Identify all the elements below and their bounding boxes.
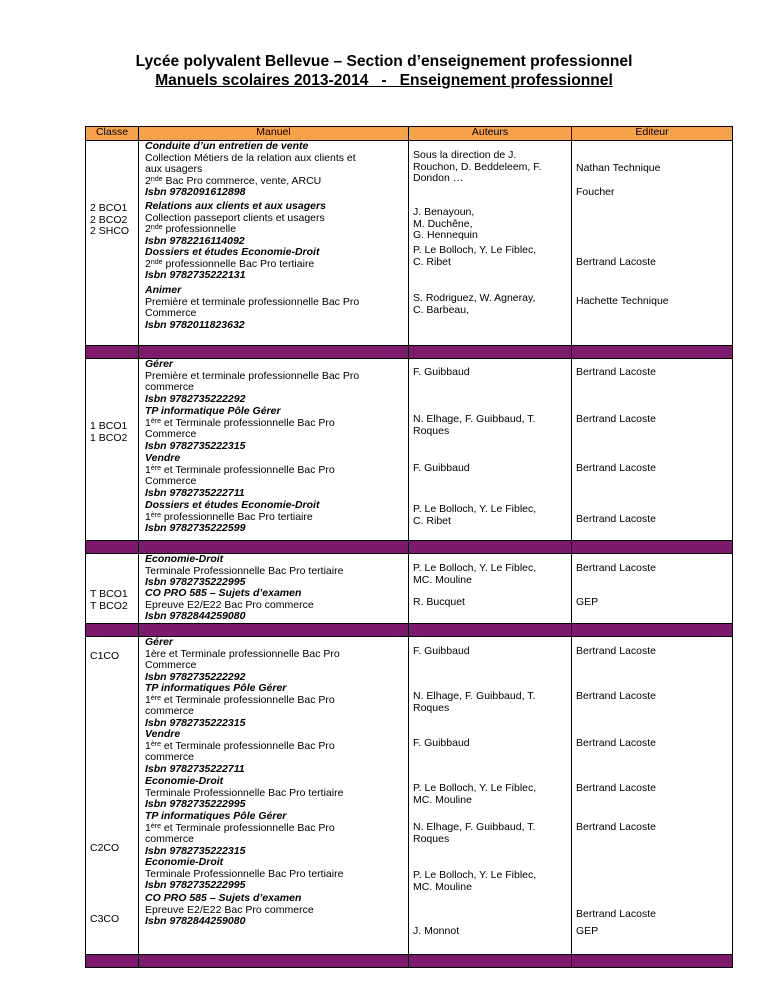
author-line: N. Elhage, F. Guibbaud, T. [413,690,536,702]
level-number: 1 [145,739,151,752]
manuel-cell [139,141,409,346]
book-publisher: Bertrand Lacoste [576,513,656,525]
class-name: 1 BCO1 [90,420,128,432]
level-text: professionnelle Bac Pro tertiaire [160,510,313,523]
book-isbn: Isbn 9782735222995 [145,798,246,811]
author-line: N. Elhage, F. Guibbaud, T. [413,821,536,833]
level-number: 2 [145,223,151,236]
book-isbn: Isbn 9782091612898 [145,186,246,199]
book-isbn: Isbn 9782735222292 [145,392,246,405]
author-line: MC. Mouline [413,793,472,806]
book-description: Epreuve E2/E22 Bac Pro commerce [145,903,314,916]
table-header-row [86,127,733,141]
book-description: aux usagers [145,163,203,176]
author-line: C. Ribet [413,514,451,527]
book-description: Première et terminale professionnelle Bac Pro [145,369,360,382]
book-isbn: Isbn 9782735222995 [145,576,246,589]
author-line: J. Benayoun, [413,206,475,218]
editeur-cell [572,141,733,346]
level-number: 1 [145,416,151,429]
book-isbn: Isbn 9782735222315 [145,844,246,857]
book-entry [145,811,404,857]
separator-cell [139,955,409,968]
author-line: P. Le Bolloch, Y. Le Fiblec, [413,503,537,515]
book-entry [145,359,404,405]
level-suffix: ère [150,694,161,702]
author-line: F. Guibbaud [413,737,470,749]
class-name: 2 SHCO [90,225,130,238]
separator-cell [139,624,409,637]
level-suffix: ère [150,511,161,519]
author-line: F. Guibbaud [413,645,470,657]
book-entry [145,729,404,775]
level-text: professionnelle Bac Pro tertiaire [162,257,315,270]
book-description: Commerce [145,428,197,441]
book-title: TP informatique Pôle Gérer [145,405,281,417]
book-title: Economie-Droit [145,856,224,868]
book-title: Conduite d’un entretien de vente [145,140,309,152]
level-text: professionnelle [162,223,237,236]
classe-cell [86,554,139,624]
author-line: C. Ribet [413,255,451,268]
book-title: Vendre [145,452,181,464]
author-line: P. Le Bolloch, Y. Le Fiblec, [413,782,537,794]
book-title: Gérer [145,636,174,648]
book-publisher: Bertrand Lacoste [576,413,656,425]
book-title: CO PRO 585 – Sujets d’examen [145,892,302,904]
book-publisher: Bertrand Lacoste [576,645,656,657]
author-line: G. Hennequin [413,229,478,242]
book-authors [413,463,567,475]
book-title: Dossiers et études Economie-Droit [145,499,320,511]
level-suffix: nde [150,258,163,266]
book-title: CO PRO 585 – Sujets d’examen [145,587,302,599]
separator-cell [572,541,733,554]
book-description: Collection Métiers de la relation aux clients et [145,151,356,164]
class-list [90,421,127,444]
book-description: commerce [145,705,195,718]
level-text: et Terminale professionnelle Bac Pro [160,463,335,476]
book-entry [145,247,404,282]
book-title: Animer [145,284,182,296]
book-publisher: Nathan Technique [576,162,661,174]
book-isbn: Isbn 9782735222315 [145,439,246,452]
book-entry [145,201,404,247]
book-description: commerce [145,751,195,764]
class-name: C1CO [90,650,120,662]
book-authors [413,597,567,609]
book-isbn: Isbn 9782735222711 [145,486,245,499]
book-isbn: Isbn 9782735222995 [145,879,246,892]
separator-cell [572,624,733,637]
auteurs-cell [409,141,572,346]
book-authors [413,367,567,379]
column-header-manuel: Manuel [139,127,409,141]
author-line: S. Rodriguez, W. Agneray, [413,292,536,304]
column-header-editeur: Editeur [572,127,733,141]
class-list [90,203,129,238]
level-text: et Terminale professionnelle Bac Pro [160,821,335,834]
class-name: T BCO1 [90,588,128,600]
book-entry [145,857,404,892]
level-number: 1 [145,510,151,523]
book-description: Première et terminale professionnelle Bac Pro [145,295,360,308]
class-name: T BCO2 [90,599,128,612]
author-line: R. Bucquet [413,596,465,608]
book-authors [413,870,567,893]
book-entry [145,554,404,589]
level-suffix: nde [150,224,163,232]
author-line: Rouchon, D. Beddeleem, F. [413,160,542,173]
author-line: P. Le Bolloch, Y. Le Fiblec, [413,562,537,574]
author-line: F. Guibbaud [413,366,470,378]
level-text: Bac Pro commerce, vente, ARCU [162,174,322,187]
book-description: Commerce [145,659,197,672]
book-description: 1ère et Terminale professionnelle Bac Pro [145,647,340,660]
book-isbn: Isbn 9782844259080 [145,610,246,623]
book-publisher: Bertrand Lacoste [576,366,656,378]
book-publisher: Hachette Technique [576,295,669,307]
book-description: Collection passeport clients et usagers [145,211,325,224]
separator-cell [86,541,139,554]
author-line: MC. Mouline [413,573,472,586]
book-publisher: GEP [576,925,599,937]
book-authors [413,563,567,586]
class-list [90,589,128,612]
book-isbn: Isbn 9782844259080 [145,915,246,928]
book-isbn: Isbn 9782735222711 [145,762,245,775]
separator-cell [86,346,139,359]
book-publisher: Bertrand Lacoste [576,256,656,268]
separator-cell [572,955,733,968]
separator-cell [86,955,139,968]
document-subtitle: Manuels scolaires 2013-2014 - Enseignement professionnel [155,72,613,89]
class-name: 2 BCO2 [90,213,128,226]
book-title: Economie-Droit [145,775,224,787]
book-publisher: Bertrand Lacoste [576,690,656,702]
book-title: Dossiers et études Economie-Droit [145,246,320,258]
editeur-cell [572,554,733,624]
school-heading: Lycée polyvalent Bellevue – Section d’enseignement professionnel [135,53,633,70]
book-authors [413,691,567,714]
author-line: P. Le Bolloch, Y. Le Fiblec, [413,244,537,256]
book-description: Commerce [145,475,197,488]
book-authors [413,245,567,268]
section-row [86,554,733,624]
book-authors [413,822,567,845]
separator-cell [409,955,572,968]
book-publisher: Bertrand Lacoste [576,737,656,749]
book-title: Relations aux clients et aux usagers [145,200,326,212]
manuel-cell [139,554,409,624]
level-suffix: ère [150,822,161,830]
author-line: N. Elhage, F. Guibbaud, T. [413,413,536,425]
book-authors [413,783,567,806]
book-publisher: Bertrand Lacoste [576,462,656,474]
editeur-cell [572,637,733,955]
author-line: Dondon … [413,172,464,185]
author-line: Roques [413,424,450,437]
level-suffix: ère [150,464,161,472]
book-authors [413,926,567,938]
section-separator [86,624,733,637]
book-publisher: GEP [576,596,599,608]
book-publisher: Bertrand Lacoste [576,821,656,833]
book-entry [145,893,404,928]
author-line: Roques [413,701,450,714]
level-number: 1 [145,463,151,476]
manuel-cell [139,637,409,955]
book-isbn: Isbn 9782735222131 [145,269,246,282]
level-suffix: ère [150,740,161,748]
author-line: M. Duchêne, [413,217,473,230]
book-description: Terminale Professionnelle Bac Pro tertiaire [145,867,344,880]
author-line: Sous la direction de J. [413,149,517,161]
class-name: 2 BCO1 [90,202,128,214]
level-suffix: ère [150,417,161,425]
section-separator [86,346,733,359]
classe-cell [86,637,139,955]
book-authors [413,207,567,242]
book-entry [145,776,404,811]
book-description: Epreuve E2/E22 Bac Pro commerce [145,598,314,611]
classe-cell [86,359,139,541]
book-title: Gérer [145,358,174,370]
separator-cell [139,346,409,359]
column-header-auteurs: Auteurs [409,127,572,141]
class-name: C3CO [90,913,120,925]
book-description: commerce [145,381,195,394]
column-header-classe: Classe [86,127,139,141]
book-description: commerce [145,833,195,846]
auteurs-cell [409,359,572,541]
author-line: MC. Mouline [413,880,472,893]
book-isbn: Isbn 9782735222315 [145,716,246,729]
author-line: Roques [413,832,450,845]
book-authors [413,738,567,750]
author-line: P. Le Bolloch, Y. Le Fiblec, [413,869,537,881]
book-authors [413,414,567,437]
class-name: C2CO [90,842,120,854]
book-authors [413,646,567,658]
auteurs-cell [409,637,572,955]
book-description: Terminale Professionnelle Bac Pro tertiaire [145,786,344,799]
separator-cell [86,624,139,637]
book-title: Vendre [145,728,181,740]
classe-cell [86,141,139,346]
book-isbn: Isbn 9782011823632 [145,318,245,331]
book-entry [145,453,404,499]
section-row [86,141,733,346]
level-suffix: nde [150,175,163,183]
book-description: Terminale Professionnelle Bac Pro tertiaire [145,564,344,577]
level-text: et Terminale professionnelle Bac Pro [160,416,335,429]
author-line: J. Monnot [413,925,460,937]
separator-cell [409,624,572,637]
separator-cell [139,541,409,554]
level-number: 2 [145,257,151,270]
class-name: 1 BCO2 [90,431,128,444]
level-text: et Terminale professionnelle Bac Pro [160,739,335,752]
book-publisher: Foucher [576,186,615,198]
book-authors [413,504,567,527]
book-entry [145,285,404,331]
separator-cell [409,541,572,554]
book-title: TP informatiques Pôle Gérer [145,682,287,694]
book-isbn: Isbn 9782735222599 [145,522,246,535]
level-text: et Terminale professionnelle Bac Pro [160,693,335,706]
textbook-table [85,126,733,968]
section-row [86,359,733,541]
book-title: TP informatiques Pôle Gérer [145,810,287,822]
auteurs-cell [409,554,572,624]
level-number: 2 [145,174,151,187]
book-entry [145,588,404,623]
level-number: 1 [145,821,151,834]
level-number: 1 [145,693,151,706]
book-isbn: Isbn 9782216114092 [145,234,245,247]
book-publisher: Bertrand Lacoste [576,782,656,794]
author-line: C. Barbeau, [413,303,470,316]
separator-cell [409,346,572,359]
book-entry [145,683,404,729]
book-isbn: Isbn 9782735222292 [145,670,246,683]
section-separator [86,541,733,554]
section-row [86,637,733,955]
document-title [0,52,768,90]
section-separator [86,955,733,968]
book-entry [145,141,404,199]
manuel-cell [139,359,409,541]
author-line: F. Guibbaud [413,462,470,474]
book-entry [145,500,404,535]
book-description: Commerce [145,307,197,320]
book-entry [145,406,404,452]
book-publisher: Bertrand Lacoste [576,908,656,920]
book-title: Economie-Droit [145,553,224,565]
book-entry [145,637,404,683]
editeur-cell [572,359,733,541]
book-authors [413,150,567,185]
separator-cell [572,346,733,359]
book-authors [413,293,567,316]
book-publisher: Bertrand Lacoste [576,562,656,574]
